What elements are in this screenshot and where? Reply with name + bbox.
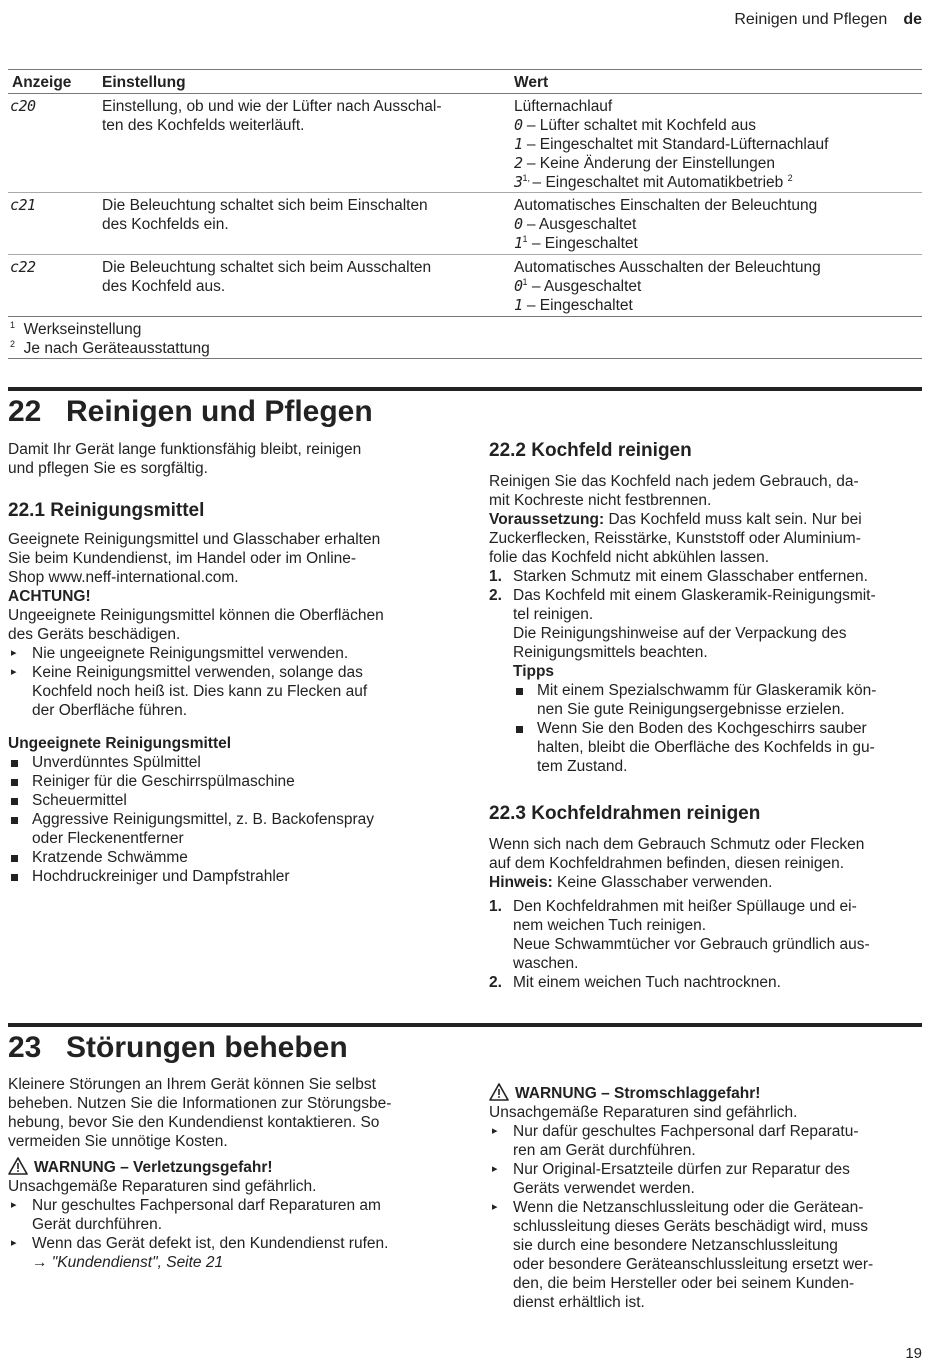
row-divider bbox=[8, 192, 922, 193]
table-footnotes bbox=[10, 320, 210, 358]
section-22-left-column bbox=[8, 440, 448, 478]
setting-line: des Kochfelds ein. bbox=[102, 216, 229, 233]
warning-list bbox=[8, 1196, 448, 1272]
value-text: – Lüfter schaltet mit Kochfeld aus bbox=[526, 117, 757, 134]
value-code: 2 bbox=[514, 154, 523, 172]
prerequisite-label: Voraussetzung: bbox=[489, 511, 605, 528]
value-code: 1 bbox=[514, 234, 523, 252]
list-item: ▸ Nur Original-Ersatzteile dürfen zur Reparatur des Geräts verwendet werden. bbox=[489, 1160, 924, 1198]
paragraph: Wenn sich nach dem Gebrauch Schmutz oder Flecken auf dem Kochfeldrahmen befinden, diesen reinigen. bbox=[489, 836, 865, 872]
section-intro: Kleinere Störungen an Ihrem Gerät können Sie selbst beheben. Nutzen Sie die Informationen zur Störungsbe- hebung, bevor Sie den Kundendienst kontaktieren. So vermeiden Sie unnötige Kosten. bbox=[8, 1076, 392, 1150]
page-number: 19 bbox=[905, 1345, 922, 1362]
list-item: Mit einem Spezialschwamm für Glaskeramik kön- nen Sie gute Reinigungsergebnisse erzielen. bbox=[513, 681, 924, 719]
setting-line: Einstellung, ob und wie der Lüfter nach Ausschal- bbox=[102, 98, 442, 115]
value-cell bbox=[514, 196, 914, 253]
list-item: Hochdruckreiniger und Dampfstrahler bbox=[8, 867, 448, 886]
header-title: Reinigen und Pflegen bbox=[734, 11, 888, 28]
value-text: – Ausgeschaltet bbox=[531, 278, 642, 295]
subsection-22-1-body bbox=[8, 530, 448, 886]
value-code: 0 bbox=[514, 116, 523, 134]
hint: Hinweis: Keine Glasschaber verwenden. bbox=[489, 874, 773, 891]
list-item: ▸ Nur dafür geschultes Fachpersonal darf Reparatu- ren am Gerät durchführen. bbox=[489, 1122, 924, 1160]
section-rule bbox=[8, 387, 922, 391]
footnote-mark: 2 bbox=[10, 338, 16, 349]
steps-list bbox=[489, 897, 924, 992]
subsection-22-2-heading: 22.2 Kochfeld reinigen bbox=[489, 440, 692, 461]
value-option bbox=[514, 116, 914, 135]
value-text: – Eingeschaltet bbox=[531, 235, 638, 252]
paragraph: Reinigen Sie das Kochfeld nach jedem Gebrauch, da- mit Kochreste nicht festbrennen. bbox=[489, 473, 859, 509]
footnote-text: Werkseinstellung bbox=[23, 321, 142, 338]
setting-line: Die Beleuchtung schaltet sich beim Einschalten bbox=[102, 197, 428, 214]
warning-label: WARNUNG – Stromschlaggefahr! bbox=[515, 1085, 761, 1102]
display-code: c22 bbox=[10, 258, 36, 276]
section-title: Störungen beheben bbox=[66, 1031, 348, 1064]
value-text: – Keine Änderung der Einstellungen bbox=[526, 155, 776, 172]
list-item: Kratzende Schwämme bbox=[8, 848, 448, 867]
list-item: ▸ Keine Reinigungsmittel verwenden, solange das Kochfeld noch heiß ist. Dies kann zu Flecken auf der Oberfläche führen. bbox=[8, 663, 448, 720]
warning-heading bbox=[8, 1157, 448, 1177]
paragraph: Geeignete Reinigungsmittel und Glasschaber erhalten Sie beim Kundendienst, im Handel oder im Online- Shop www.neff-international.com. bbox=[8, 531, 381, 586]
header-language: de bbox=[903, 11, 922, 28]
footnote-mark: 1 bbox=[10, 319, 16, 330]
value-cell bbox=[514, 258, 914, 315]
footnote-text: Je nach Geräteausstattung bbox=[23, 340, 210, 357]
footnote-mark: 2 bbox=[787, 172, 793, 183]
value-option bbox=[514, 154, 914, 173]
value-text: – Eingeschaltet mit Automatikbetrieb bbox=[532, 174, 784, 191]
unsuitable-heading: Ungeeignete Reinigungsmittel bbox=[8, 735, 232, 752]
list-item: Unverdünntes Spülmittel bbox=[8, 753, 448, 772]
unsuitable-list bbox=[8, 753, 448, 886]
warning-label: WARNUNG – Verletzungsgefahr! bbox=[34, 1159, 273, 1176]
steps-list bbox=[489, 567, 924, 662]
caution-text: Ungeeignete Reinigungsmittel können die Oberflächen des Geräts beschädigen. bbox=[8, 607, 384, 643]
display-code: c20 bbox=[10, 97, 36, 115]
table-header-setting: Einstellung bbox=[102, 74, 186, 91]
value-text: – Eingeschaltet mit Standard-Lüfternachlauf bbox=[526, 136, 829, 153]
table-header-display: Anzeige bbox=[12, 74, 72, 91]
section-23-heading bbox=[8, 1031, 348, 1065]
value-option bbox=[514, 135, 914, 154]
value-option bbox=[514, 296, 914, 315]
setting-line: ten des Kochfelds weiterläuft. bbox=[102, 117, 305, 134]
warning-text: Unsachgemäße Reparaturen sind gefährlich. bbox=[489, 1104, 798, 1121]
prerequisite: Voraussetzung: Das Kochfeld muss kalt sein. Nur bei Zuckerflecken, Reisstärke, Kunststoff oder Aluminium- folie das Kochfeld nicht abkühlen lassen. bbox=[489, 511, 862, 566]
subsection-22-1-heading: 22.1 Reinigungsmittel bbox=[8, 500, 205, 521]
section-number: 23 bbox=[8, 1031, 42, 1064]
display-code: c21 bbox=[10, 196, 36, 214]
warning-text: Unsachgemäße Reparaturen sind gefährlich. bbox=[8, 1178, 317, 1195]
value-title: Lüfternachlauf bbox=[514, 98, 613, 115]
value-title: Automatisches Einschalten der Beleuchtung bbox=[514, 197, 818, 214]
list-item: ▸ Wenn das Gerät defekt ist, den Kundendienst rufen. → "Kundendienst", Seite 21 bbox=[8, 1234, 448, 1272]
value-text: – Ausgeschaltet bbox=[526, 216, 637, 233]
caution-label: ACHTUNG! bbox=[8, 588, 91, 605]
section-rule bbox=[8, 1023, 922, 1027]
section-intro: Damit Ihr Gerät lange funktionsfähig bleibt, reinigen und pflegen Sie es sorgfältig. bbox=[8, 441, 362, 477]
step-item: 2. Mit einem weichen Tuch nachtrocknen. bbox=[489, 974, 781, 991]
warning-triangle-icon bbox=[8, 1157, 28, 1175]
setting-text bbox=[102, 196, 502, 234]
footnote-mark: 1, bbox=[522, 172, 533, 183]
step-item: 2. Das Kochfeld mit einem Glaskeramik-Reinigungsmit- tel reinigen. Die Reinigungshinweise auf der Verpackung des Reinigungsmittels beachten. bbox=[489, 587, 876, 661]
step-item: 1. Starken Schmutz mit einem Glasschaber entfernen. bbox=[489, 568, 868, 585]
list-item: ▸ Nur geschultes Fachpersonal darf Reparaturen am Gerät durchführen. bbox=[8, 1196, 448, 1234]
value-cell bbox=[514, 97, 914, 192]
list-item: ▸ Nie ungeeignete Reinigungsmittel verwenden. bbox=[8, 644, 448, 663]
value-option bbox=[514, 173, 914, 192]
tips-list bbox=[513, 681, 924, 776]
section-23-left-column bbox=[8, 1075, 448, 1272]
row-divider bbox=[8, 254, 922, 255]
setting-text bbox=[102, 258, 502, 296]
table-header-rule bbox=[8, 93, 922, 94]
section-number: 22 bbox=[8, 395, 42, 428]
step-item: 1. Den Kochfeldrahmen mit heißer Spüllauge und ei- nem weichen Tuch reinigen. Neue Schwammtücher vor Gebrauch gründlich aus- waschen. bbox=[489, 898, 870, 972]
footnote-mark: 1 bbox=[522, 233, 528, 244]
value-code: 0 bbox=[514, 215, 523, 233]
value-option bbox=[514, 277, 914, 296]
warning-triangle-icon bbox=[489, 1083, 509, 1101]
section-title: Reinigen und Pflegen bbox=[66, 395, 373, 428]
setting-line: Die Beleuchtung schaltet sich beim Ausschalten bbox=[102, 259, 432, 276]
list-item: Reiniger für die Geschirrspülmaschine bbox=[8, 772, 448, 791]
running-header bbox=[734, 10, 922, 29]
table-bottom-rule bbox=[8, 358, 922, 359]
table-footnote-rule bbox=[8, 316, 922, 317]
subsection-22-2-body bbox=[489, 472, 924, 776]
subsection-22-3-heading: 22.3 Kochfeldrahmen reinigen bbox=[489, 803, 761, 824]
section-23-right-column bbox=[489, 1083, 924, 1312]
list-item: ▸ Wenn die Netzanschlussleitung oder die Gerätean- schlussleitung dieses Geräts beschädigt wird, muss sie durch eine besondere Netzanschlussleitung oder besondere Geräteanschlussleitung ersetzt wer- den, die beim Hersteller oder bei seinem Kunden- dienst erhältlich ist. bbox=[489, 1198, 924, 1312]
list-item: Aggressive Reinigungsmittel, z. B. Backofenspray oder Fleckenentferner bbox=[8, 810, 448, 848]
list-item: Wenn Sie den Boden des Kochgeschirrs sauber halten, bleibt die Oberfläche des Kochfelds in gu- tem Zustand. bbox=[513, 719, 924, 776]
value-code: 1 bbox=[514, 135, 523, 153]
section-22-heading bbox=[8, 395, 373, 429]
hint-label: Hinweis: bbox=[489, 874, 553, 891]
tips-label: Tipps bbox=[513, 663, 555, 680]
footnote-mark: 1 bbox=[522, 276, 528, 287]
table-header-value: Wert bbox=[514, 74, 549, 91]
setting-line: des Kochfeld aus. bbox=[102, 278, 226, 295]
warning-list bbox=[489, 1122, 924, 1312]
list-item: Scheuermittel bbox=[8, 791, 448, 810]
value-title: Automatisches Ausschalten der Beleuchtung bbox=[514, 259, 821, 276]
value-code: 1 bbox=[514, 296, 523, 314]
setting-text bbox=[102, 97, 502, 135]
value-option bbox=[514, 215, 914, 234]
value-code: 3 bbox=[514, 173, 523, 191]
value-code: 0 bbox=[514, 277, 523, 295]
table-top-rule bbox=[8, 69, 922, 70]
caution-list bbox=[8, 644, 448, 720]
value-text: – Eingeschaltet bbox=[526, 297, 633, 314]
warning-heading bbox=[489, 1083, 924, 1103]
value-option bbox=[514, 234, 914, 253]
subsection-22-3-body bbox=[489, 835, 924, 992]
cross-reference-link[interactable]: → "Kundendienst", Seite 21 bbox=[32, 1254, 224, 1271]
